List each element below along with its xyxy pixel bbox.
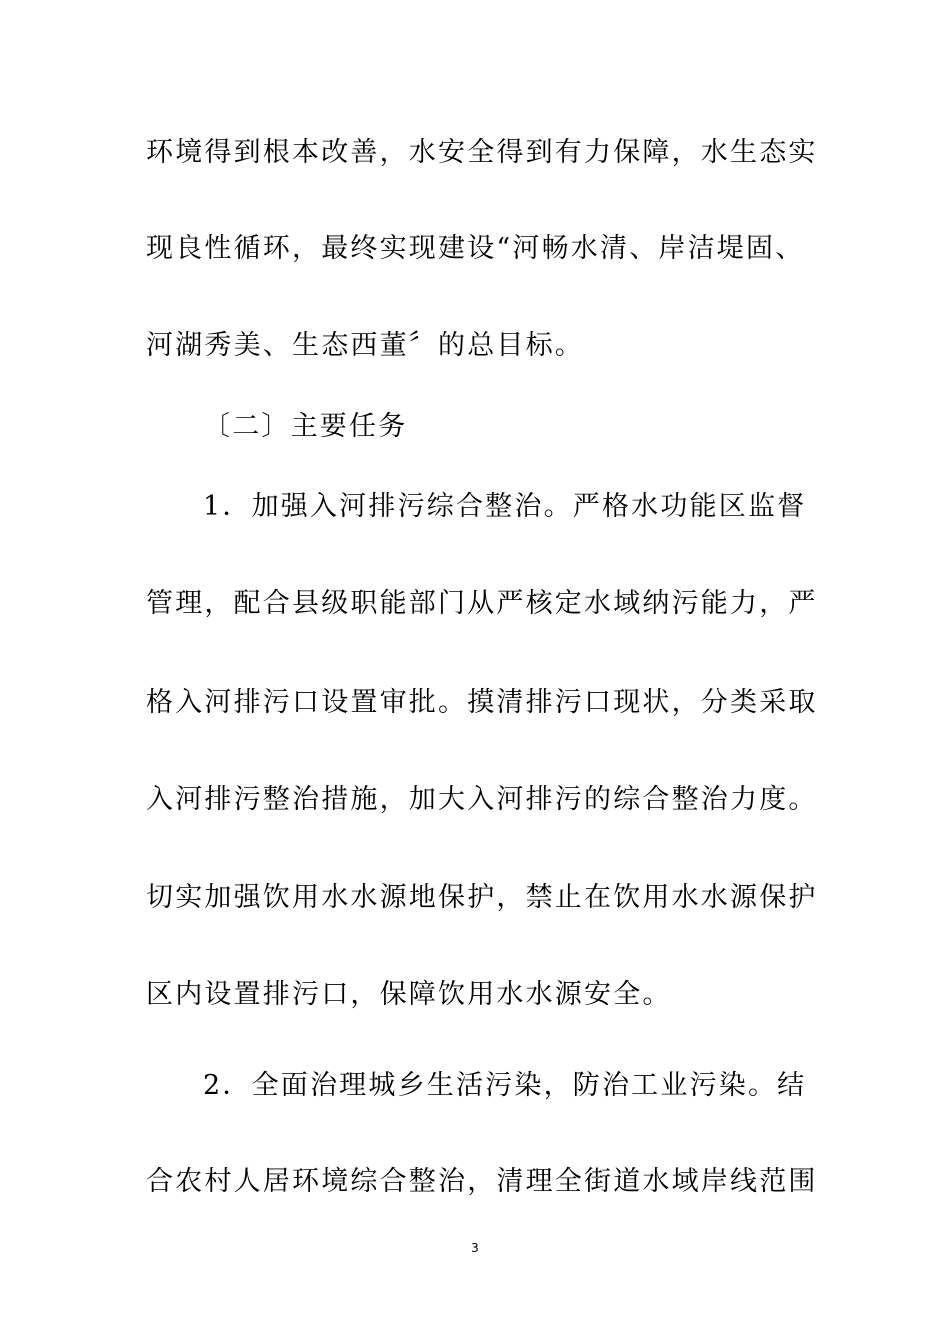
body-text-line: 入河排污整治措施，加大入河排污的综合整治力度。 bbox=[146, 784, 818, 815]
page-number: 3 bbox=[471, 1241, 479, 1255]
body-text-line: 格入河排污口设置审批。摸清排污口现状，分类采取 bbox=[146, 687, 818, 718]
section-heading: 〔二〕主要任务 bbox=[203, 411, 408, 442]
body-text-line: 区内设置排污口，保障饮用水水源安全。 bbox=[146, 979, 672, 1010]
body-text-line: 2．全面治理城乡生活污染，防治工业污染。结 bbox=[203, 1070, 807, 1101]
body-text-line: 河湖秀美、生态西董〞的总目标。 bbox=[146, 330, 584, 361]
body-text-line: 管理，配合县级职能部门从严核定水域纳污能力，严 bbox=[146, 588, 818, 619]
body-text-line: 环境得到根本改善，水安全得到有力保障，水生态实 bbox=[146, 137, 818, 168]
body-text-line: 1．加强入河排污综合整治。严格水功能区监督 bbox=[203, 491, 807, 522]
body-text-line: 切实加强饮用水水源地保护，禁止在饮用水水源保护 bbox=[146, 882, 818, 913]
body-text-line: 现良性循环，最终实现建设“河畅水清、岸洁堤固、 bbox=[146, 233, 805, 264]
body-text-line: 合农村人居环境综合整治，清理全街道水域岸线范围 bbox=[146, 1166, 818, 1197]
